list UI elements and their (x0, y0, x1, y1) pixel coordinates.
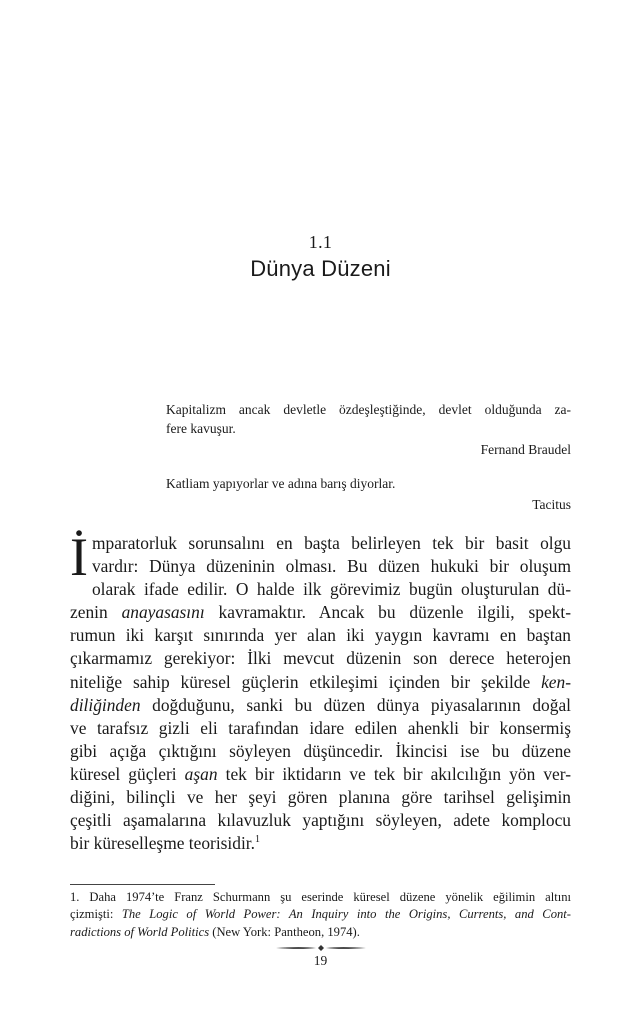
body-line (70, 786, 571, 809)
text-run: ve tarafsız gizli eli tarafından idare edilen ahenkli bir konsermiş (70, 717, 571, 738)
emphasis-text: radictions of World Politics (70, 924, 210, 939)
body-line (70, 740, 571, 763)
body-line (70, 694, 571, 717)
body-line (70, 809, 571, 832)
epigraph-quote (166, 474, 571, 493)
text-run: çıkarmamız gerekiyor: İlki mevcut düzenin son derece heterojen (70, 648, 571, 669)
text-run: çizmişti: (70, 907, 122, 922)
text-run: mparatorluk sorunsalını en başta belirleyen tek bir basit olgu (91, 533, 571, 553)
body-line (70, 578, 571, 601)
emphasis-text: anayasasını (121, 602, 205, 623)
text-run: niteliğe sahip küresel güçlerin etkileşimi içinden bir şekilde (70, 671, 542, 692)
text-run: bir küreselleşme teorisidir. (70, 833, 255, 854)
epigraph-quote-line: Kapitalizm ancak devletle özdeşleştiğinde, devlet olduğunda za- (166, 402, 571, 417)
body-line (70, 717, 571, 740)
body-line (70, 555, 571, 578)
body-line (70, 532, 571, 555)
epigraph-quote (166, 400, 571, 438)
footnote-line (70, 889, 571, 906)
text-run: küresel güçleri (70, 763, 185, 784)
epigraph-quote-line: Katliam yapıyorlar ve adına barış diyorlar. (166, 476, 396, 491)
text-run: rumun iki karşıt sınırında yer alan iki yaygın kavramı en baştan (70, 625, 571, 646)
text-run: (New York: Pantheon, 1974). (209, 924, 360, 939)
footnote-line (70, 906, 571, 923)
text-run: kavramaktır. Ancak bu düzenle ilgili, spekt- (204, 602, 571, 623)
epigraph-quote-line: fere kavuşur. (166, 421, 236, 436)
text-run: çeşitli aşamalarına kılavuzluk yaptığını söyleyen, adete komplocu (70, 810, 571, 831)
emphasis-text: aşan (184, 763, 218, 784)
body-line (70, 647, 571, 670)
page-number: 19 (313, 953, 328, 968)
page-ornament (276, 944, 366, 952)
chapter-number: 1.1 (308, 232, 333, 252)
text-run: gibi açığa çıktığını söyleyen düşüncedir. İkincisi ise bu düzene (70, 740, 571, 761)
text-run: olarak ifade edilir. O halde ilk görevimiz bugün oluşturulan dü- (91, 579, 571, 600)
body-paragraph (70, 527, 571, 855)
chapter-title: Dünya Düzeni (250, 256, 391, 281)
footnote-divider (70, 884, 215, 885)
body-line (70, 601, 571, 624)
epigraph-tacitus (166, 474, 571, 514)
epigraph-author: Tacitus (532, 497, 571, 512)
text-run: 1. Daha 1974’te Franz Schurmann şu eserinde küresel düzene yönelik eğilimin altını (70, 890, 571, 904)
text-run: tek bir iktidarın ve tek bir akılcılığın yön ver- (217, 763, 571, 784)
footnote (70, 889, 571, 941)
text-run: zenin (70, 602, 122, 623)
text-run: vardır: Dünya düzeninin olması. Bu düzen hukuki bir oluşum (91, 556, 571, 577)
emphasis-text: diliğinden (70, 694, 141, 715)
body-line (70, 763, 571, 786)
footnote-reference: 1 (254, 834, 260, 846)
epigraph-author: Fernand Braudel (480, 442, 571, 457)
footnote-line (70, 924, 571, 941)
emphasis-text: The Logic of World Power: An Inquiry into the Origins, Currents, and Cont- (121, 907, 571, 922)
text-run: doğduğunu, sanki bu düzen dünya piyasalarının doğal (140, 694, 571, 715)
epigraph-braudel (166, 400, 571, 459)
body-line (70, 624, 571, 647)
body-line (70, 832, 571, 855)
text-run: diğini, bilinçli ve her şeyi gören planına göre tarihsel gelişimin (70, 787, 571, 808)
drop-cap: İ (70, 527, 88, 587)
body-line (70, 671, 571, 694)
emphasis-text: ken- (541, 671, 571, 692)
